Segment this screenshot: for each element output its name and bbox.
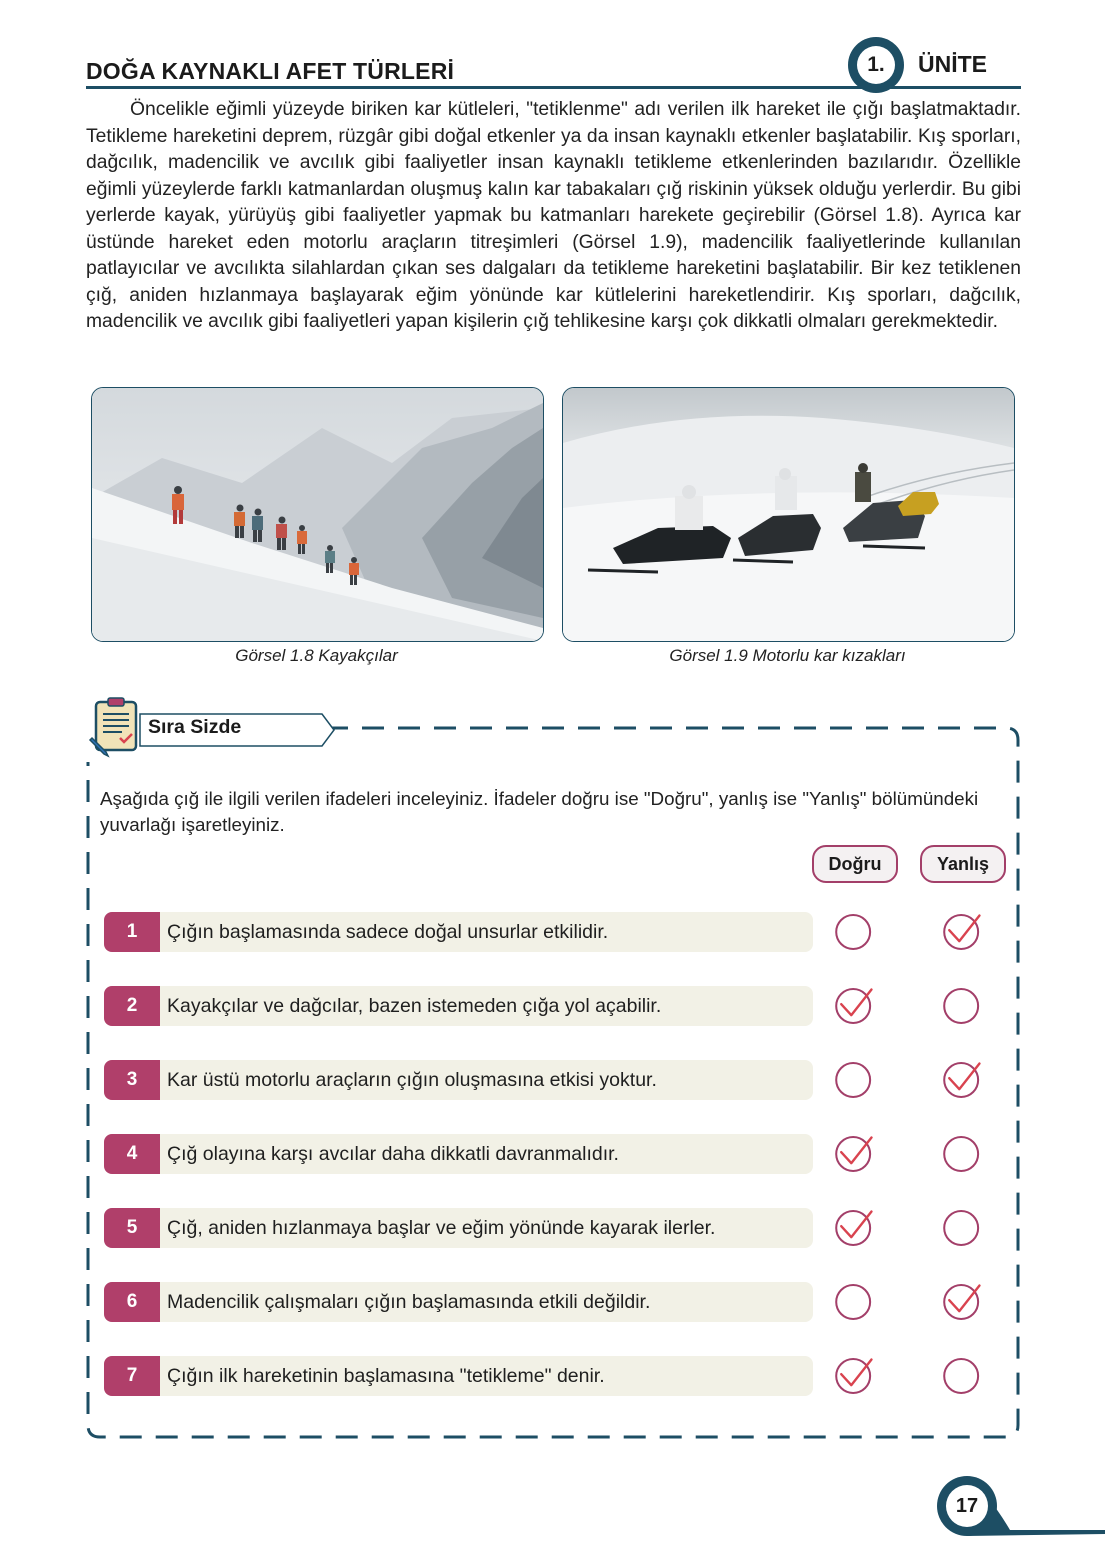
true-answer-radio[interactable] [833, 1354, 877, 1398]
statement-text: Kayakçılar ve dağcılar, bazen istemeden çığa yol açabilir. [167, 995, 662, 1017]
statement-row [104, 986, 813, 1026]
radio-circle [944, 989, 978, 1023]
statement-row [104, 1060, 813, 1100]
statement-number: 2 [104, 986, 160, 1026]
page-number: 17 [946, 1485, 988, 1527]
statement-number: 1 [104, 912, 160, 952]
true-answer-radio[interactable] [833, 910, 877, 954]
true-column-header: Doğru [812, 845, 898, 883]
radio-circle [836, 1211, 870, 1245]
radio-circle [944, 915, 978, 949]
false-answer-radio[interactable] [941, 1354, 985, 1398]
statement-number: 5 [104, 1208, 160, 1248]
statement-row [104, 1134, 813, 1174]
snowmobiles-photo-image [563, 388, 1014, 641]
statement-number: 7 [104, 1356, 160, 1396]
statement-text: Kar üstü motorlu araçların çığın oluşmasına etkisi yoktur. [167, 1069, 657, 1091]
radio-circle [944, 1137, 978, 1171]
false-answer-radio[interactable] [941, 910, 985, 954]
radio-circle [836, 1063, 870, 1097]
figure-skiers-photo [91, 387, 544, 642]
statement-row [104, 1356, 813, 1396]
radio-circle [836, 1137, 870, 1171]
radio-circle [944, 1285, 978, 1319]
statement-text: Çığ olayına karşı avcılar daha dikkatli davranmalıdır. [167, 1143, 619, 1165]
statement-number: 3 [104, 1060, 160, 1100]
radio-circle [836, 989, 870, 1023]
statement-text: Çığın ilk hareketinin başlamasına "tetikleme" denir. [167, 1365, 605, 1387]
false-answer-radio[interactable] [941, 1280, 985, 1324]
false-answer-radio[interactable] [941, 1132, 985, 1176]
radio-circle [944, 1359, 978, 1393]
figure-snowmobiles-photo [562, 387, 1015, 642]
true-answer-radio[interactable] [833, 1132, 877, 1176]
true-answer-radio[interactable] [833, 1280, 877, 1324]
page-title: DOĞA KAYNAKLI AFET TÜRLERİ [86, 58, 455, 84]
statement-text: Çığın başlamasında sadece doğal unsurlar etkilidir. [167, 921, 609, 943]
statement-row [104, 1208, 813, 1248]
true-answer-radio[interactable] [833, 1058, 877, 1102]
unit-number: 1. [857, 46, 895, 84]
skiers-photo-image [92, 388, 543, 641]
radio-circle [944, 1063, 978, 1097]
true-answer-radio[interactable] [833, 984, 877, 1028]
figure-caption-1: Görsel 1.8 Kayakçılar [235, 646, 398, 665]
statement-text: Çığ, aniden hızlanmaya başlar ve eğim yönünde kayarak ilerler. [167, 1217, 716, 1239]
true-answer-radio[interactable] [833, 1206, 877, 1250]
false-answer-radio[interactable] [941, 984, 985, 1028]
activity-instruction: Aşağıda çığ ile ilgili verilen ifadeleri inceleyiniz. İfadeler doğru ise "Doğru", yanlış ise "Yanlış" bölümündeki yuvarlağı işaretleyiniz. [100, 788, 979, 835]
figure-caption-2: Görsel 1.9 Motorlu kar kızakları [669, 646, 906, 665]
statement-number: 6 [104, 1282, 160, 1322]
activity-tab-label: Sıra Sizde [148, 716, 242, 738]
unit-label: ÜNİTE [918, 51, 987, 77]
statement-text: Madencilik çalışmaları çığın başlamasında etkili değildir. [167, 1291, 651, 1313]
radio-circle [836, 915, 870, 949]
body-paragraph: Öncelikle eğimli yüzeyde biriken kar kütleleri, "tetiklenme" adı verilen ilk hareket ile çığı başlatmaktadır. Tetikleme hareketini deprem, rüzgâr gibi doğal etkenler ya da insan kaynaklı etkenler başlatabilir. Kış sporları, dağcılık, madencilik ve avcılık gibi faaliyetler insan kaynaklı tetikleme etkenlerinden bazılarıdır. Özellikle eğimli yüzeylerde farklı katmanlardan oluşmuş kalın kar tabakaları çığ riskinin yüksek olduğu yerlerdir. Bu gibi yerlerde kayak, yürüyüş gibi faaliyetler yapmak bu katmanları harekete geçirebilir (Görsel 1.8). Ayrıca kar üstünde hareket eden motorlu araçların titreşimleri (Görsel 1.9), madencilik faaliyetlerinde kullanılan patlayıcılar ve avcılıkta silahlardan çıkan ses dalgaları da tetikleme hareketini başlatabilir. Bir kez tetiklenen çığ, aniden hızlanmaya başlayarak eğim yönünde kar kütlelerini hareketlendirir. Kış sporları, dağcılık, madencilik ve avcılık gibi faaliyetleri yapan kişilerin çığ tehlikesine karşı çok dikkatli olmaları gerekmektedir. [86, 99, 1021, 332]
clipboard-pencil-icon [86, 696, 144, 760]
false-answer-radio[interactable] [941, 1206, 985, 1250]
false-answer-radio[interactable] [941, 1058, 985, 1102]
statement-row [104, 912, 813, 952]
false-column-header: Yanlış [920, 845, 1006, 883]
radio-circle [836, 1285, 870, 1319]
statement-row [104, 1282, 813, 1322]
radio-circle [944, 1211, 978, 1245]
statement-number: 4 [104, 1134, 160, 1174]
radio-circle [836, 1359, 870, 1393]
